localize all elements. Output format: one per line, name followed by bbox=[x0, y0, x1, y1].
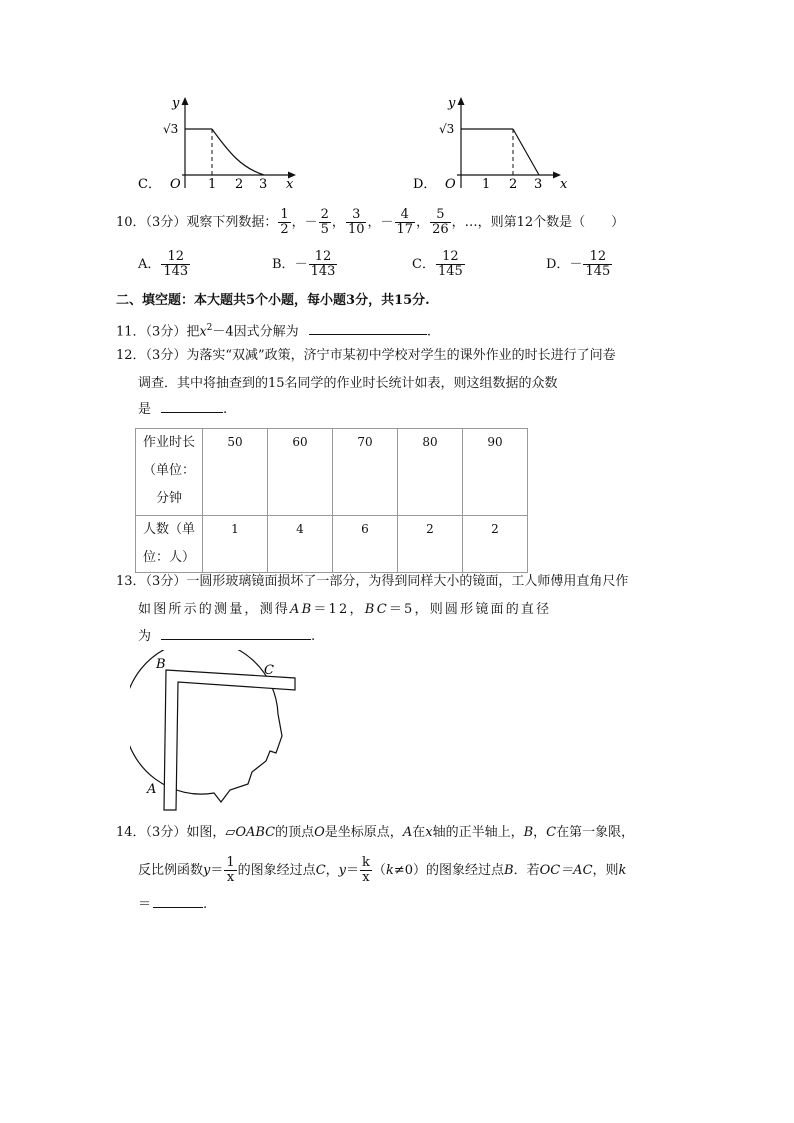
graph-d-tick-2: 2 bbox=[509, 177, 518, 192]
table-cell: 60 bbox=[268, 429, 333, 516]
q11-stem: 11．（3分）把$x^2-4$因式分解为 . bbox=[116, 323, 431, 340]
table-cell: 90 bbox=[463, 429, 528, 516]
table-head-duration: 作业时长 （单位： 分钟 bbox=[136, 429, 203, 516]
q14-line-2: 反比例函数y＝ $\frac{1}{x}$ 的图象经过点C，y＝ $\frac{k}{x}$ （k≠0）的图象经过点B．若OC＝AC，则k bbox=[138, 855, 627, 885]
graph-c-tick-2: 2 bbox=[235, 177, 244, 192]
table-cell: 4 bbox=[268, 516, 333, 573]
point-c-label: C bbox=[264, 663, 274, 678]
q12-line-1: 12．（3分）为落实“双减”政策，济宁市某初中学校对学生的课外作业的时长进行了问卷 bbox=[116, 348, 616, 363]
point-a-label: A bbox=[147, 782, 157, 797]
graph-d-x-label: x bbox=[560, 177, 568, 192]
q10-term-3: $\frac{3}{10}$ bbox=[347, 207, 365, 237]
table-cell: 50 bbox=[203, 429, 268, 516]
q14-line-3: ＝ . bbox=[138, 897, 208, 912]
graph-d-slope-segment bbox=[513, 129, 539, 175]
graph-d bbox=[405, 92, 580, 197]
q10-prefix: 10．（3分）观察下列数据： bbox=[116, 215, 278, 230]
graph-c-y-level: √3 bbox=[163, 122, 179, 136]
table-cell: 6 bbox=[333, 516, 398, 573]
table-cell: 2 bbox=[463, 516, 528, 573]
q12-answer-blank[interactable] bbox=[161, 400, 223, 413]
q10-term-2: $\frac{2}{5}$ bbox=[320, 207, 329, 237]
table-row bbox=[136, 516, 528, 573]
q14-fraction-1-over-x: $\frac{1}{x}$ bbox=[226, 855, 235, 885]
q13-line-3: 为 . bbox=[138, 629, 316, 644]
graph-d-tick-1: 1 bbox=[482, 177, 491, 192]
table-cell: 2 bbox=[398, 516, 463, 573]
graph-c-y-label: y bbox=[172, 96, 180, 111]
table-row bbox=[136, 429, 528, 516]
q11-answer-blank[interactable] bbox=[309, 322, 427, 335]
graph-d-y-arrow bbox=[458, 97, 465, 105]
graph-d-origin: O bbox=[445, 177, 456, 192]
section-2-title: 二、填空题：本大题共5个小题，每小题3分，共15分. bbox=[116, 293, 430, 308]
graph-d-y-level: √3 bbox=[439, 122, 455, 136]
q10-choice-c[interactable]: C． $\frac{12}{145}$ bbox=[412, 249, 463, 279]
q10-choice-d[interactable]: D．－ $\frac{12}{145}$ bbox=[546, 249, 611, 279]
graph-c-tick-3: 3 bbox=[259, 177, 268, 192]
graph-c-x-label: x bbox=[286, 177, 294, 192]
table-cell: 80 bbox=[398, 429, 463, 516]
q12-line-2: 调查．其中将抽查到的15名同学的作业时长统计如表，则这组数据的众数 bbox=[138, 376, 558, 391]
q14-fraction-k-over-x: $\frac{k}{x}$ bbox=[362, 855, 370, 885]
q10-suffix: ，…，则第12个数是（ ） bbox=[451, 215, 625, 230]
graph-c-label: C． bbox=[138, 177, 161, 192]
q10-choice-a[interactable]: A． $\frac{12}{143}$ bbox=[138, 249, 189, 279]
graph-d-y-label: y bbox=[448, 96, 456, 111]
q13-answer-blank[interactable] bbox=[161, 627, 311, 640]
table-head-count: 人数（单 位：人） bbox=[136, 516, 203, 573]
q12-line-3: 是 . bbox=[138, 402, 228, 417]
q10-choice-b[interactable]: B．－ $\frac{12}{143}$ bbox=[272, 249, 336, 279]
q10-term-1: $\frac{1}{2}$ bbox=[280, 207, 289, 237]
q12-table bbox=[135, 428, 528, 573]
q14-answer-blank[interactable] bbox=[153, 895, 203, 908]
q13-line-2: 如图所示的测量，测得AB＝12，BC＝5，则圆形镜面的直径 bbox=[138, 602, 552, 617]
graph-c-curve bbox=[212, 129, 264, 175]
graph-c-origin: O bbox=[170, 177, 181, 192]
table-cell: 70 bbox=[333, 429, 398, 516]
graph-c-y-arrow bbox=[182, 97, 189, 105]
table-cell: 1 bbox=[203, 516, 268, 573]
q13-figure bbox=[130, 650, 310, 815]
graph-d-label: D． bbox=[413, 177, 437, 192]
graph-c bbox=[130, 92, 305, 197]
q14-line-1: 14．（3分）如图，▱OABC的顶点O是坐标原点，A在x轴的正半轴上，B，C在第一象限， bbox=[116, 825, 635, 840]
q10-stem: 10．（3分）观察下列数据： $\frac{1}{2}$ ，－ $\frac{2}{5}$ ， $\frac{3}{10}$ ，－ $\frac{4}{17}$ ， $\frac{5}{26}$ ，…，则第12个数是（ ） bbox=[116, 207, 625, 237]
q10-term-4: $\frac{4}{17}$ bbox=[396, 207, 414, 237]
q13-line-1: 13．（3分）一圆形玻璃镜面损坏了一部分，为得到同样大小的镜面，工人师傅用直角尺作 bbox=[116, 574, 629, 589]
point-b-label: B bbox=[156, 657, 166, 672]
graph-d-tick-3: 3 bbox=[534, 177, 543, 192]
graph-c-tick-1: 1 bbox=[208, 177, 217, 192]
right-angle-ruler bbox=[164, 670, 295, 810]
q10-term-5: $\frac{5}{26}$ bbox=[432, 207, 449, 237]
